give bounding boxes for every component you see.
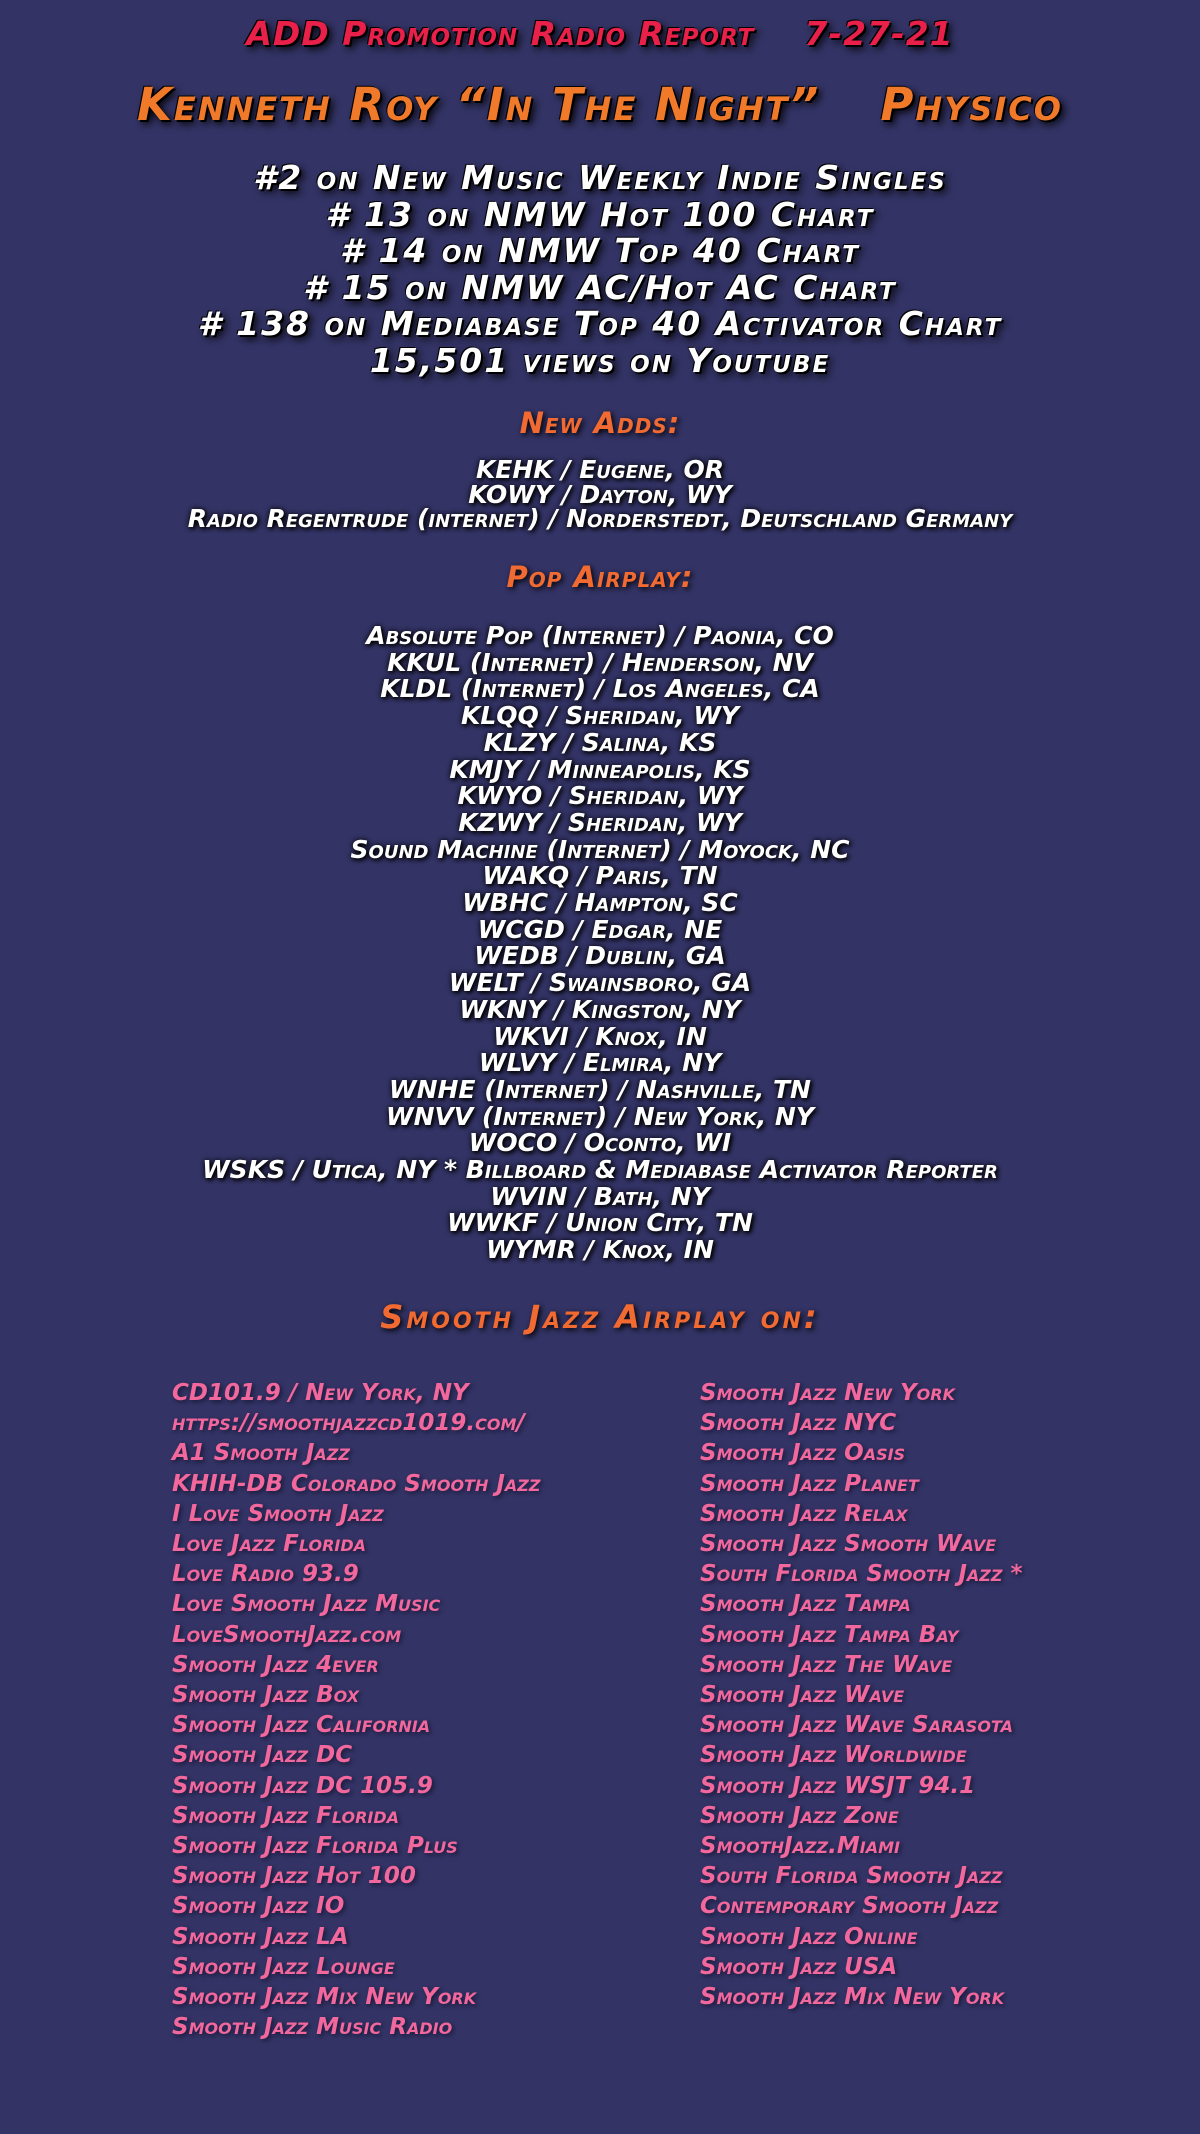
station-item: WLVY / Elmira, NY	[478, 1048, 722, 1078]
station-item: Smooth Jazz Smooth Wave	[700, 1531, 997, 1558]
station-item: Smooth Jazz Wave Sarasota	[700, 1712, 1013, 1739]
station-item: WEDB / Dublin, GA	[474, 941, 726, 971]
station-item: Smooth Jazz Music Radio	[172, 2014, 453, 2041]
station-item: KOWY / Dayton, WY	[468, 479, 732, 509]
station-item: Smooth Jazz Worldwide	[700, 1742, 967, 1769]
station-item: WKNY / Kingston, NY	[459, 994, 741, 1024]
station-item: Sound Machine (Internet) / Moyock, NC	[350, 834, 850, 864]
stat-line: 15,501 views on Youtube	[369, 340, 831, 380]
station-item: WELT / Swainsboro, GA	[448, 968, 752, 998]
station-item: Smooth Jazz Florida Plus	[172, 1833, 458, 1860]
station-item: Absolute Pop (Internet) / Paonia, CO	[366, 621, 834, 650]
station-item: I Love Smooth Jazz	[172, 1500, 384, 1527]
station-item: WSKS / Utica, NY * Billboard & Mediabase Activator Reporter	[202, 1155, 998, 1185]
station-item: A1 Smooth Jazz	[172, 1440, 350, 1467]
station-item: Smooth Jazz USA	[700, 1953, 898, 1980]
station-item: WAKQ / Paris, TN	[482, 861, 718, 891]
station-item: Love Smooth Jazz Music	[172, 1591, 441, 1618]
station-item: KKUL (Internet) / Henderson, NV	[387, 647, 813, 677]
station-item: Smooth Jazz Florida	[172, 1802, 400, 1829]
station-item: Smooth Jazz California	[172, 1712, 431, 1739]
new-adds-heading: New Adds:	[519, 406, 681, 440]
station-item: WKVI / Knox, IN	[493, 1021, 707, 1051]
station-item: CD101.9 / New York, NY	[172, 1380, 469, 1406]
smooth-jazz-heading: Smooth Jazz Airplay on:	[380, 1298, 820, 1336]
station-item: Contemporary Smooth Jazz	[700, 1893, 999, 1920]
station-item: Love Jazz Florida	[172, 1531, 367, 1558]
station-item: Smooth Jazz IO	[172, 1893, 345, 1920]
station-item: Smooth Jazz Zone	[700, 1802, 899, 1829]
station-item: Smooth Jazz DC 105.9	[172, 1772, 433, 1799]
stat-line: # 13 on NMW Hot 100 Chart	[325, 194, 875, 234]
station-item: KEHK / Eugene, OR	[475, 455, 725, 484]
stat-line: # 138 on Mediabase Top 40 Activator Chart	[197, 304, 1003, 343]
station-item: WBHC / Hampton, SC	[462, 888, 738, 918]
station-item: LoveSmoothJazz.com	[172, 1621, 402, 1648]
song-artist-title: Kenneth Roy “In The Night”	[137, 78, 821, 131]
station-item: KHIH-DB Colorado Smooth Jazz	[172, 1470, 541, 1497]
station-item: WNHE (Internet) / Nashville, TN	[389, 1074, 811, 1104]
station-item: KLQQ / Sheridan, WY	[460, 701, 740, 731]
station-item: South Florida Smooth Jazz	[700, 1863, 1003, 1890]
station-item: KLZY / Salina, KS	[483, 727, 717, 757]
smooth-jazz-right-column	[700, 1378, 1023, 2012]
station-item: KZWY / Sheridan, WY	[458, 807, 742, 837]
station-item: Smooth Jazz LA	[172, 1923, 349, 1950]
station-item: Smooth Jazz Wave	[700, 1682, 905, 1709]
smooth-jazz-left-column	[172, 1378, 541, 2042]
station-item: Smooth Jazz WSJT 94.1	[700, 1772, 976, 1799]
station-item: Smooth Jazz Tampa Bay	[700, 1621, 959, 1648]
station-item: Smooth Jazz Planet	[700, 1470, 919, 1497]
station-item: Smooth Jazz Mix New York	[172, 1984, 477, 2011]
chart-stats	[0, 160, 1200, 379]
station-item: https://smoothjazzcd1019.com/	[172, 1410, 525, 1437]
station-item: SmoothJazz.Miami	[700, 1833, 900, 1860]
station-item: Smooth Jazz Oasis	[700, 1440, 906, 1467]
stat-line: # 15 on NMW AC/Hot AC Chart	[303, 267, 897, 307]
report-title: ADD Promotion Radio Report	[246, 14, 755, 53]
station-item: Smooth Jazz Tampa	[700, 1591, 911, 1618]
station-item: Smooth Jazz Hot 100	[172, 1863, 416, 1890]
station-item: Smooth Jazz Box	[172, 1682, 360, 1709]
station-item: KMJY / Minneapolis, KS	[449, 754, 751, 784]
report-header	[0, 14, 1200, 53]
station-item: Smooth Jazz Relax	[700, 1500, 908, 1527]
station-item: WOCO / Oconto, WI	[468, 1128, 732, 1158]
station-item: WCGD / Edgar, NE	[477, 914, 723, 944]
station-item: Smooth Jazz NYC	[700, 1410, 897, 1437]
pop-airplay-heading: Pop Airplay:	[506, 560, 694, 594]
record-label: Physico	[880, 78, 1063, 131]
station-item: Smooth Jazz Mix New York	[700, 1984, 1005, 2011]
new-adds-list	[0, 455, 1200, 533]
station-item: WNVV (Internet) / New York, NY	[386, 1101, 814, 1131]
station-item: Love Radio 93.9	[172, 1561, 359, 1588]
pop-airplay-list	[0, 623, 1200, 1264]
station-item: Smooth Jazz DC	[172, 1742, 353, 1769]
stat-line: #2 on New Music Weekly Indie Singles	[253, 158, 947, 197]
station-item: WWKF / Union City, TN	[447, 1208, 753, 1238]
station-item: South Florida Smooth Jazz *	[700, 1561, 1023, 1588]
station-item: Smooth Jazz Online	[700, 1923, 918, 1950]
station-item: Smooth Jazz 4ever	[172, 1651, 379, 1678]
station-item: Smooth Jazz Lounge	[172, 1953, 395, 1980]
station-item: Smooth Jazz The Wave	[700, 1651, 953, 1678]
station-item: KLDL (Internet) / Los Angeles, CA	[380, 674, 820, 704]
report-date: 7-27-21	[804, 14, 954, 53]
station-item: WVIN / Bath, NY	[490, 1181, 710, 1211]
station-item: KWYO / Sheridan, WY	[457, 781, 743, 811]
station-item: Smooth Jazz New York	[700, 1380, 955, 1406]
station-item: Radio Regentrude (internet) / Norderstedt, Deutschland Germany	[187, 504, 1013, 533]
stat-line: # 14 on NMW Top 40 Chart	[340, 231, 860, 270]
station-item: WYMR / Knox, IN	[486, 1235, 714, 1265]
song-heading	[0, 78, 1200, 131]
